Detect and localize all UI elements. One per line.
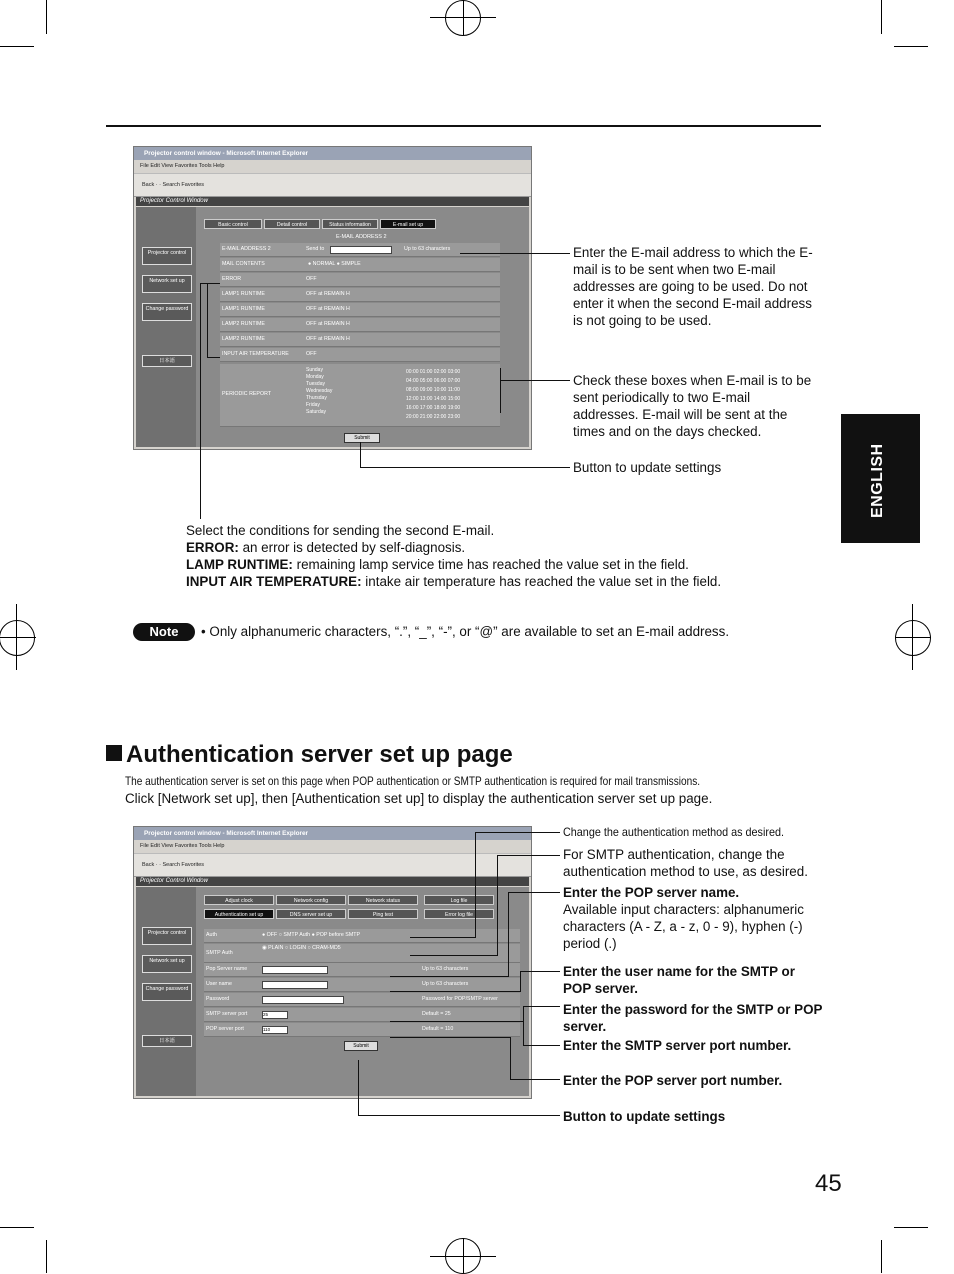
time-checkboxes[interactable]: 00:00 01:00 02:00 03:00 04:00 05:00 06:00 07:00 08:00 09:00 10:00 11:00 12:00 13:00 14:00 15:00 16:00 17:00 18:00 19:00 20:00 21:00 22:00 23:00 [406,369,461,420]
leader-line [200,283,201,519]
annotation-periodic: Check these boxes when E-mail is to be sent periodically to two E-mail addresses. E-mail will be sent at the times and on the days checked. [573,373,812,439]
setting-row: SMTP Auth ◉ PLAIN ○ LOGIN ○ CRAM-MD5 [204,944,520,963]
setting-row: MAIL CONTENTS ● NORMAL ● SIMPLE [220,258,500,272]
leader-line [523,1006,524,1046]
leader-line [510,1079,560,1080]
annotation-password: Enter the password for the SMTP or POP server. [563,1002,823,1034]
lamp-label: LAMP RUNTIME: [186,557,293,572]
leader-line [410,955,498,956]
leader-line [508,892,560,893]
setting-row: SMTP server port 25 Default = 25 [204,1008,520,1022]
leader-line [358,1060,359,1115]
network-setup-button[interactable]: Network set up [142,275,192,293]
window-title: Projector control window - Microsoft Internet Explorer [134,147,531,160]
setting-row: ERROR OFF [220,273,500,287]
tab-email-setup[interactable]: E-mail set up [380,219,436,229]
annotation-button: Button to update settings [573,460,722,475]
crop-mark [0,1227,34,1228]
pop-server-field[interactable] [262,966,328,974]
crop-mark [894,46,928,47]
leader-line [523,1045,560,1046]
tab-error-log[interactable]: Error log file [424,909,494,919]
setting-row: LAMP1 RUNTIME OFF at REMAIN H [220,288,500,302]
crop-mark [881,0,882,34]
crop-mark [894,1227,928,1228]
menu-bar[interactable]: File Edit View Favorites Tools Help [140,843,225,849]
setting-row: INPUT AIR TEMPERATURE OFF [220,348,500,362]
lamp-text: remaining lamp service time has reached the value set in the field. [296,557,689,572]
section-intro-1: The authentication server is set on this page when POP authentication or SMTP authentication is required for mail transmissions. [125,774,701,788]
note-badge: Note [133,623,195,641]
change-password-button[interactable]: Change password [142,303,192,321]
side-panel [136,887,196,1096]
annotation-user: Enter the user name for the SMTP or POP server. [563,964,795,996]
window-label: Projector Control Window [136,877,529,886]
annotation-email2: Enter the E-mail address to which the E-mail is to be sent when two E-mail addresses are going to be used. Do not enter it when the second E-mail address is not going to be used. [573,245,813,328]
submit-button[interactable]: Submit [344,433,380,443]
annotation-smtp: For SMTP authentication, change the authentication method to use, as desired. [563,847,808,879]
language-label: ENGLISH [869,443,886,518]
pop-port-field[interactable]: 110 [262,1026,288,1034]
annotation-pop-port: Enter the POP server port number. [563,1073,783,1088]
user-name-field[interactable] [262,981,328,989]
leader-line [200,283,220,284]
browser-toolbar[interactable]: Back · · Search Favorites [134,853,531,877]
tab-ping-test[interactable]: Ping test [348,909,418,919]
network-setup-button[interactable]: Network set up [142,955,192,973]
leader-line [390,1037,511,1038]
tab-log-file[interactable]: Log file [424,895,494,905]
setting-row: POP server port 110 Default = 110 [204,1023,520,1037]
leader-line [497,855,560,856]
leader-line [523,1006,560,1007]
tab-basic-control[interactable]: Basic control [204,219,262,229]
periodic-report-row: PERIODIC REPORT Sunday Monday Tuesday Wednesday Thursday Friday Saturday 00:00 01:00 02:00 03:00 04:00 05:00 06:00 07:00 08:00 09:00 10:00 11:00 12:00 13:00 14:00 15:00 16:00 17:00 18:00 19:00 20:00 21:00 22:00 23:00 [220,364,500,427]
leader-line [508,892,509,976]
error-text: an error is detected by self-diagnosis. [242,540,466,555]
heading-square-icon [106,745,122,761]
leader-line [390,976,509,977]
smtp-port-field[interactable]: 25 [262,1011,288,1019]
leader-line [390,1021,524,1022]
section-title: Authentication server set up page [126,741,513,768]
email-heading: E-MAIL ADDRESS 2 [336,234,387,240]
conditions-block [186,522,826,590]
tab-network-config[interactable]: Network config [276,895,346,905]
change-password-button[interactable]: Change password [142,983,192,1001]
projector-control-button[interactable]: Projector control [142,927,192,945]
annotation-pop-name: Enter the POP server name. Available input characters: alphanumeric characters (A - Z, a - z, 0 - 9), hyphen (-) period (.) [563,885,804,951]
annotation-button: Button to update settings [563,1109,726,1124]
input-label: INPUT AIR TEMPERATURE: [186,574,362,589]
setting-row: Auth ● OFF ○ SMTP Auth ● POP before SMTP [204,929,520,943]
section-intro-2: Click [Network set up], then [Authentication set up] to display the authentication server set up page. [125,791,713,806]
tab-adjust-clock[interactable]: Adjust clock [204,895,274,905]
tab-network-status[interactable]: Network status [348,895,418,905]
password-field[interactable] [262,996,344,1004]
tab-detail-control[interactable]: Detail control [264,219,320,229]
leader-line [360,442,361,467]
leader-line [475,832,560,833]
leader-line [520,971,560,972]
main-panel [196,207,529,447]
auth-setup-screenshot [133,826,532,1099]
tab-dns-server[interactable]: DNS server set up [276,909,346,919]
setting-row: Pop Server name Up to 63 characters [204,963,520,977]
crop-mark [46,1240,47,1273]
page-number: 45 [815,1170,842,1197]
day-checkboxes[interactable]: Sunday Monday Tuesday Wednesday Thursday Friday Saturday [306,367,333,415]
tab-status-information[interactable]: Status information [322,219,378,229]
window-label: Projector Control Window [136,197,529,206]
input-text: intake air temperature has reached the value set in the field. [365,574,722,589]
leader-line [460,253,570,254]
setting-row: User name Up to 63 characters [204,978,520,992]
leader-line [360,467,570,468]
annotation-smtp-port: Enter the SMTP server port number. [563,1038,792,1053]
crop-mark [0,46,34,47]
browser-toolbar[interactable]: Back · · Search Favorites [134,173,531,197]
menu-bar[interactable]: File Edit View Favorites Tools Help [140,163,225,169]
setting-row: Password Password for POP/SMTP server [204,993,520,1007]
leader-line [358,1115,560,1116]
leader-line [497,855,498,955]
leader-line [500,380,570,381]
leader-line [207,357,220,358]
setting-row: LAMP1 RUNTIME OFF at REMAIN H [220,303,500,317]
email-setup-screenshot [133,146,532,450]
top-rule [106,125,821,127]
leader-line [207,284,208,357]
leader-line [500,368,501,413]
leader-line [520,971,521,991]
setting-row: E-MAIL ADDRESS 2 Send to Up to 63 characters [220,243,500,257]
projector-control-button[interactable]: Projector control [142,247,192,265]
side-panel [136,207,196,447]
leader-line [510,1037,511,1079]
leader-line [475,832,476,937]
leader-line [390,991,521,992]
section-heading [106,741,513,769]
leader-line [410,937,476,938]
setting-row: LAMP2 RUNTIME OFF at REMAIN H [220,333,500,347]
crop-mark [881,1240,882,1273]
window-title: Projector control window - Microsoft Internet Explorer [134,827,531,840]
email-address-field[interactable] [330,246,392,254]
annotation-auth: Change the authentication method as desired. [563,825,784,839]
japanese-button[interactable]: 日本語 [142,1035,192,1047]
crop-mark [46,0,47,34]
conditions-intro: Select the conditions for sending the second E-mail. [186,523,495,538]
language-tab [841,414,920,543]
note-text: • Only alphanumeric characters, “.”, “_”, “-”, or “@” are available to set an E-mail address. [201,624,730,639]
tab-authentication[interactable]: Authentication set up [204,909,274,919]
setting-row: LAMP2 RUNTIME OFF at REMAIN H [220,318,500,332]
submit-button[interactable]: Submit [344,1041,378,1051]
japanese-button[interactable]: 日本語 [142,355,192,367]
error-label: ERROR: [186,540,239,555]
